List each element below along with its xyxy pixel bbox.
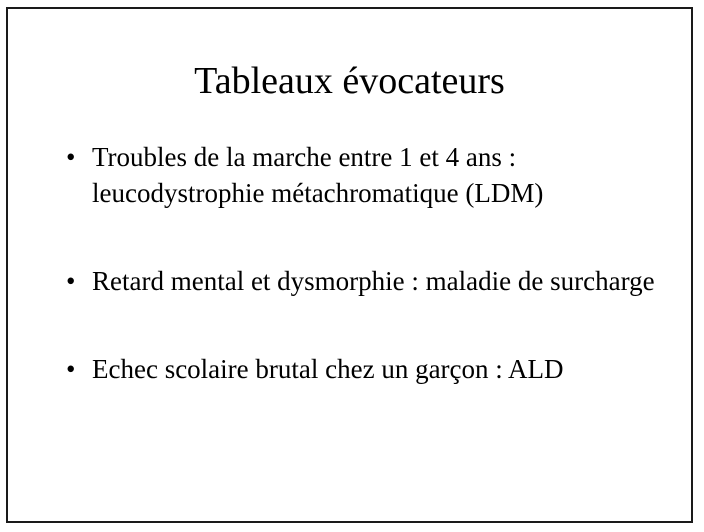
bullet-item (66, 263, 656, 299)
bullet-item (66, 351, 656, 387)
bullet-icon: • (66, 354, 76, 384)
bullet-text: Echec scolaire brutal chez un garçon : ALD (92, 354, 564, 384)
slide-title: Tableaux évocateurs (194, 60, 505, 102)
bullet-icon: • (66, 266, 76, 296)
bullet-item (66, 139, 656, 211)
bullet-list (66, 139, 656, 387)
bullet-text: Troubles de la marche entre 1 et 4 ans : leucodystrophie métachromatique (LDM) (92, 142, 544, 208)
bullet-icon: • (66, 142, 76, 172)
bullet-text: Retard mental et dysmorphie : maladie de surcharge (92, 266, 655, 296)
slide (6, 7, 693, 523)
